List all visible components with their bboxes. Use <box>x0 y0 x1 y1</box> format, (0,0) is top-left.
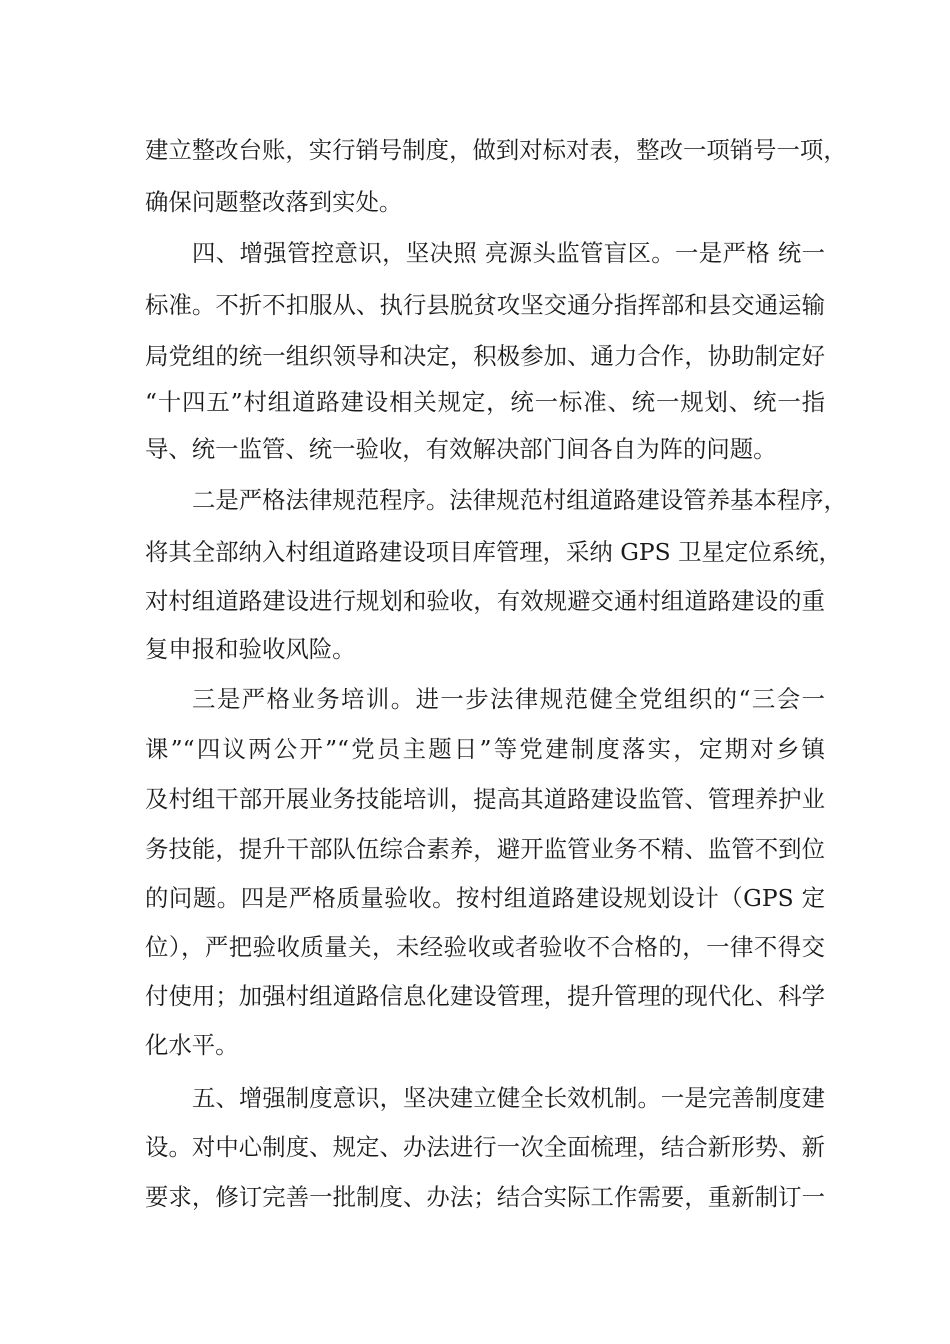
text-line: 三是严格业务培训。进一步法律规范健全党组织的“三会一 <box>192 685 825 713</box>
text-line: 局党组的统一组织领导和决定，积极参加、通力合作，协助制定好 <box>145 342 825 370</box>
text-line: 课”“四议两公开”“党员主题日”等党建制度落实，定期对乡镇 <box>145 735 825 763</box>
text-line: 将其全部纳入村组道路建设项目库管理，采纳 GPS 卫星定位系统， <box>145 538 842 566</box>
text-line: 五、增强制度意识，坚决建立健全长效机制。一是完善制度建 <box>192 1084 825 1112</box>
text-line: 化水平。 <box>145 1031 239 1059</box>
text-line: “十四五”村组道路建设相关规定，统一标准、统一规划、统一指 <box>145 388 825 416</box>
text-line: 对村组道路建设进行规划和验收，有效规避交通村组道路建设的重 <box>145 587 825 615</box>
text-line: 建立整改台账，实行销号制度，做到对标对表，整改一项销号一项， <box>145 136 847 164</box>
text-line: 位），严把验收质量关，未经验收或者验收不合格的，一律不得交 <box>145 933 825 961</box>
text-line: 标准。不折不扣服从、执行县脱贫攻坚交通分指挥部和县交通运输 <box>145 291 825 319</box>
text-line: 及村组干部开展业务技能培训，提高其道路建设监管、管理养护业 <box>145 785 825 813</box>
text-line: 确保问题整改落到实处。 <box>145 188 403 216</box>
text-line: 四、增强管控意识，坚决照 亮源头监管盲区。一是严格 统一 <box>192 239 825 267</box>
text-line: 复申报和验收风险。 <box>145 635 356 663</box>
text-line: 务技能，提升干部队伍综合素养，避开监管业务不精、监管不到位 <box>145 835 825 863</box>
text-line: 导、统一监管、统一验收，有效解决部门间各自为阵的问题。 <box>145 435 777 463</box>
text-line: 二是严格法律规范程序。法律规范村组道路建设管养基本程序， <box>192 486 847 514</box>
text-line: 付使用；加强村组道路信息化建设管理，提升管理的现代化、科学 <box>145 982 825 1010</box>
text-line: 要求，修订完善一批制度、办法；结合实际工作需要，重新制订一 <box>145 1183 825 1211</box>
text-line: 的问题。四是严格质量验收。按村组道路建设规划设计（GPS 定 <box>145 884 825 912</box>
text-line: 设。对中心制度、规定、办法进行一次全面梳理，结合新形势、新 <box>145 1133 825 1161</box>
